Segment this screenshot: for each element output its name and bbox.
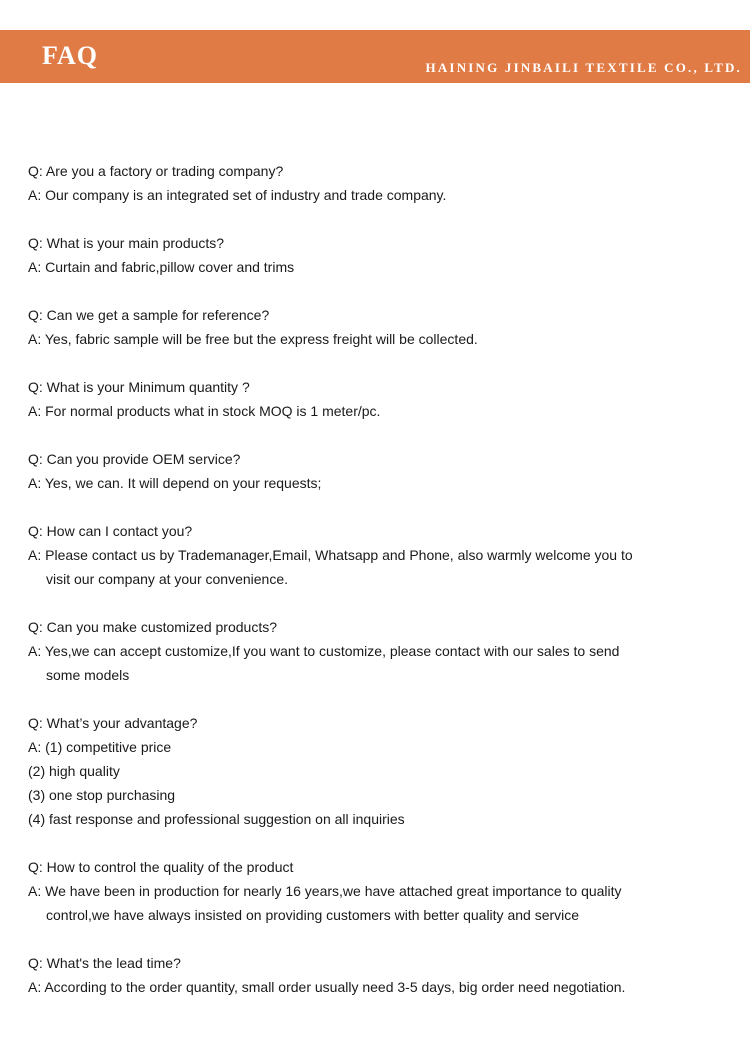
faq-question: Q: What is your main products?: [28, 235, 225, 251]
faq-answer: A: For normal products what in stock MOQ is 1 meter/pc.: [28, 403, 381, 419]
faq-answer: A: We have been in production for nearly 16 years,we have attached great importance to quality: [28, 883, 622, 899]
faq-list: [28, 159, 728, 1023]
faq-answer-point: (4) fast response and professional suggestion on all inquiries: [28, 811, 405, 827]
faq-item: [28, 159, 728, 207]
faq-question: Q: What’s your advantage?: [28, 715, 198, 731]
faq-question: Q: Can you provide OEM service?: [28, 451, 241, 467]
faq-answer: A: Curtain and fabric,pillow cover and trims: [28, 259, 295, 275]
faq-answer: A: (1) competitive price: [28, 739, 172, 755]
faq-item: [28, 447, 728, 495]
faq-question: Q: What's the lead time?: [28, 955, 181, 971]
faq-answer-continued: some models: [46, 667, 130, 683]
faq-answer-point: (2) high quality: [28, 763, 120, 779]
faq-question: Q: Can you make customized products?: [28, 619, 278, 635]
faq-item: [28, 951, 728, 999]
page-title: FAQ: [42, 41, 98, 70]
faq-item: [28, 231, 728, 279]
faq-answer: A: Please contact us by Trademanager,Email, Whatsapp and Phone, also warmly welcome you to: [28, 547, 633, 563]
faq-answer-continued: visit our company at your convenience.: [46, 571, 289, 587]
faq-answer: A: Our company is an integrated set of industry and trade company.: [28, 187, 447, 203]
faq-answer: A: Yes, fabric sample will be free but the express freight will be collected.: [28, 331, 478, 347]
faq-item: [28, 855, 728, 927]
company-name: HAINING JINBAILI TEXTILE CO., LTD.: [425, 60, 742, 75]
faq-answer: A: According to the order quantity, small order usually need 3-5 days, big order need negotiation.: [28, 979, 626, 995]
faq-question: Q: How can I contact you?: [28, 523, 193, 539]
faq-item: [28, 711, 728, 831]
faq-question: Q: How to control the quality of the product: [28, 859, 294, 875]
faq-question: Q: Are you a factory or trading company?: [28, 163, 284, 179]
faq-answer-continued: control,we have always insisted on providing customers with better quality and service: [46, 907, 580, 923]
faq-item: [28, 303, 728, 351]
faq-answer: A: Yes, we can. It will depend on your requests;: [28, 475, 322, 491]
faq-question: Q: Can we get a sample for reference?: [28, 307, 270, 323]
faq-answer: A: Yes,we can accept customize,If you want to customize, please contact with our sales to send: [28, 643, 620, 659]
faq-item: [28, 375, 728, 423]
faq-item: [28, 615, 728, 687]
faq-question: Q: What is your Minimum quantity ?: [28, 379, 250, 395]
faq-item: [28, 519, 728, 591]
faq-answer-point: (3) one stop purchasing: [28, 787, 176, 803]
faq-banner: [0, 30, 750, 83]
